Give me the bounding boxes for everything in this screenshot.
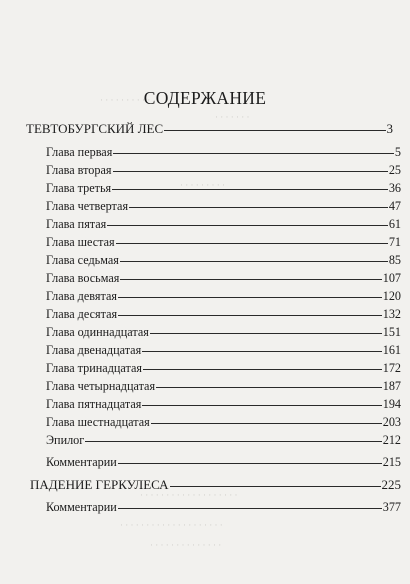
toc-leader-line: [116, 243, 388, 244]
toc-chapter-title: Эпилог: [46, 433, 85, 447]
toc-page-number: 5: [394, 145, 401, 159]
toc-page-number: 187: [382, 379, 401, 393]
toc-chapter-entry[interactable]: [46, 361, 401, 375]
toc-page-number: 212: [382, 433, 401, 447]
toc-leader-line: [142, 351, 382, 352]
toc-chapter-entry[interactable]: [46, 253, 401, 267]
toc-chapter-entry[interactable]: [46, 307, 401, 321]
toc-page-number: 377: [382, 500, 401, 514]
toc-leader-line: [164, 130, 385, 131]
toc-page-number: 132: [382, 307, 401, 321]
toc-page-number: 194: [382, 397, 401, 411]
toc-leader-line: [112, 189, 388, 190]
toc-chapter-title: Глава десятая: [46, 307, 118, 321]
bleed-through-text: · · · · · · · · · · · · · · · · · · ·: [140, 490, 238, 500]
toc-chapter-title: Глава девятая: [46, 289, 117, 303]
toc-leader-line: [120, 261, 388, 262]
toc-leader-line: [107, 225, 388, 226]
toc-chapter-title: Глава шестая: [46, 235, 115, 249]
toc-page-number: 71: [388, 235, 401, 249]
bleed-through-text: · · · · · · · · · · · · · ·: [150, 540, 222, 550]
toc-leader-line: [156, 387, 382, 388]
toc-chapter-entry[interactable]: [46, 181, 401, 195]
toc-page-number: 120: [382, 289, 401, 303]
bleed-through-text: · · · · · · · · · · · · · · · · · · · ·: [120, 520, 223, 530]
toc-chapter-title: Глава восьмая: [46, 271, 120, 285]
toc-chapter-title: Глава двенадцатая: [46, 343, 142, 357]
toc-leader-line: [170, 486, 381, 487]
bleed-through-text: · · · · · · ·: [215, 112, 250, 122]
toc-chapter-entry[interactable]: [46, 455, 401, 469]
toc-chapter-entry[interactable]: [46, 343, 401, 357]
toc-leader-line: [143, 369, 382, 370]
toc-chapter-title: Глава пятая: [46, 217, 107, 231]
toc-chapter-entry[interactable]: [46, 415, 401, 429]
toc-page-number: 225: [381, 477, 401, 492]
toc-page-number: 172: [382, 361, 401, 375]
toc-chapter-entry[interactable]: [46, 199, 401, 213]
toc-chapter-title: Глава четвертая: [46, 199, 129, 213]
page-title: СОДЕРЖАНИЕ: [143, 88, 267, 108]
toc-chapter-title: Глава одиннадцатая: [46, 325, 149, 339]
toc-page-number: 85: [388, 253, 401, 267]
toc-leader-line: [150, 333, 382, 334]
toc-page-number: 3: [386, 121, 393, 136]
toc-part-entry[interactable]: [26, 122, 393, 136]
bleed-through-text: · · · · · · · · ·: [180, 180, 225, 190]
bleed-through-text: · · · · · · · · · ·: [100, 95, 151, 105]
toc-chapter-entry[interactable]: [46, 500, 401, 514]
toc-leader-line: [129, 207, 388, 208]
toc-chapter-title: Глава седьмая: [46, 253, 119, 267]
toc-chapter-title: Глава пятнадцатая: [46, 397, 142, 411]
toc-chapter-entry[interactable]: [46, 289, 401, 303]
toc-page-number: 61: [388, 217, 401, 231]
toc-chapter-title: Глава третья: [46, 181, 112, 195]
toc-chapter-title: Глава тринадцатая: [46, 361, 142, 375]
toc-chapter-entry[interactable]: [46, 271, 401, 285]
toc-chapter-entry[interactable]: [46, 397, 401, 411]
toc-chapter-title: Глава первая: [46, 145, 113, 159]
toc-page-number: 215: [382, 455, 401, 469]
toc-chapter-entry[interactable]: [46, 325, 401, 339]
toc-part-entry[interactable]: [30, 478, 401, 492]
toc-page-number: 36: [388, 181, 401, 195]
toc-page-number: 47: [388, 199, 401, 213]
toc-leader-line: [118, 297, 382, 298]
toc-leader-line: [113, 171, 388, 172]
toc-leader-line: [118, 508, 382, 509]
toc-leader-line: [113, 153, 394, 154]
toc-leader-line: [120, 279, 381, 280]
toc-part-title: ПАДЕНИЕ ГЕРКУЛЕСА: [30, 477, 169, 492]
toc-leader-line: [151, 423, 382, 424]
toc-part-title: ТЕВТОБУРГСКИЙ ЛЕС: [26, 121, 164, 136]
toc-chapter-entry[interactable]: [46, 163, 401, 177]
toc-chapter-entry[interactable]: [46, 379, 401, 393]
toc-chapter-title: Комментарии: [46, 455, 117, 469]
toc-leader-line: [118, 315, 382, 316]
toc-leader-line: [142, 405, 381, 406]
toc-chapter-entry[interactable]: [46, 235, 401, 249]
toc-page-number: 151: [382, 325, 401, 339]
toc-chapter-entry[interactable]: [46, 145, 401, 159]
toc-chapter-title: Глава вторая: [46, 163, 112, 177]
toc-page-number: 161: [382, 343, 401, 357]
toc-chapter-title: Глава шестнадцатая: [46, 415, 150, 429]
toc-chapter-title: Комментарии: [46, 500, 117, 514]
toc-leader-line: [118, 463, 382, 464]
toc-chapter-title: Глава четырнадцатая: [46, 379, 156, 393]
toc-page-number: 203: [382, 415, 401, 429]
toc-leader-line: [85, 441, 381, 442]
toc-page-number: 107: [382, 271, 401, 285]
toc-page-number: 25: [388, 163, 401, 177]
toc-chapter-entry[interactable]: [46, 433, 401, 447]
toc-chapter-entry[interactable]: [46, 217, 401, 231]
